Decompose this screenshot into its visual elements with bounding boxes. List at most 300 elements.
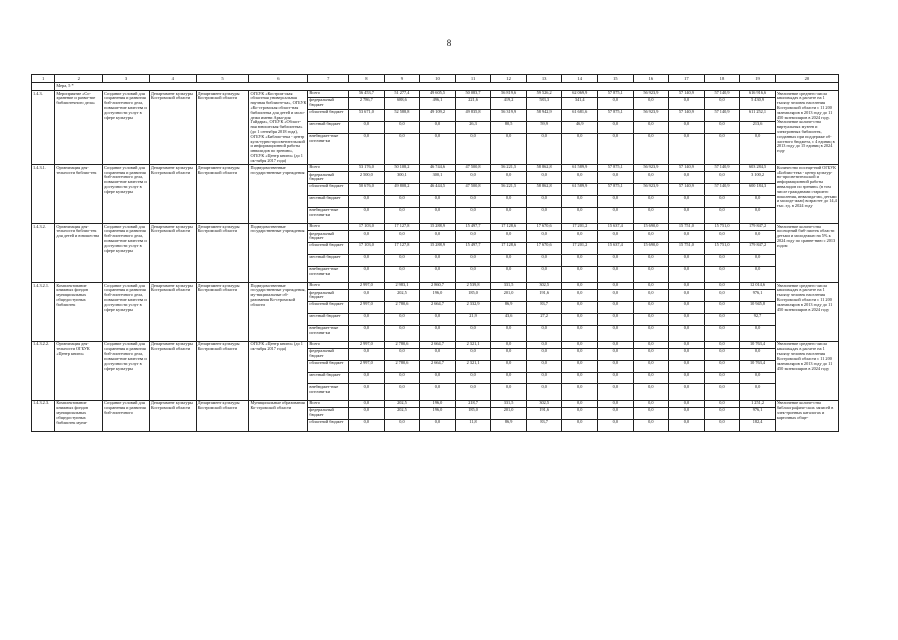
funding-value: 0,0	[527, 373, 562, 385]
funding-value-column	[349, 165, 385, 224]
funding-value: 300,1	[385, 172, 420, 184]
funding-value: 0,0	[634, 231, 669, 243]
funding-value-column	[420, 224, 456, 283]
funding-source-label: федеральный бюджет	[308, 231, 348, 243]
funding-value: 15 637,4	[598, 224, 633, 231]
funding-value: 2 321,1	[456, 342, 491, 349]
funding-value: 0,0	[669, 314, 704, 326]
funding-value: 185,0	[456, 408, 491, 420]
funding-value: 0,0	[634, 98, 669, 110]
funding-value: 46 444,5	[420, 184, 455, 196]
funding-value: 616 916,6	[740, 91, 775, 98]
funding-value: 0,0	[634, 172, 669, 184]
funding-value: 58 862,8	[527, 184, 562, 196]
funding-value: 0,0	[634, 373, 669, 385]
funding-value: 27,2	[527, 314, 562, 326]
funding-value: 0,0	[562, 342, 597, 349]
expected-result: Увеличение количе-ства посещений биб-лиотек области детьми и молодежью на 5% к 2024 году по сравне-нию с 2013 годом	[775, 224, 838, 283]
funding-value: 0,0	[705, 196, 740, 208]
funding-value: 0,0	[598, 172, 633, 184]
funding-value: 0,0	[562, 373, 597, 385]
row-code: 1.4.3.2.	[32, 224, 55, 283]
funding-value-column	[598, 341, 634, 400]
funding-value-column	[526, 91, 562, 165]
measure-executor: Департамент культуры Костромской области	[196, 400, 249, 431]
funding-value: 0,0	[399, 266, 405, 271]
funding-value: 0,0	[740, 255, 775, 267]
funding-value: 0,0	[562, 290, 597, 302]
funding-value: 0,0	[491, 373, 526, 385]
funding-value: 15 497,7	[456, 224, 491, 231]
funding-value-column	[491, 283, 527, 342]
funding-value-column	[598, 283, 634, 342]
funding-value: 83,7	[527, 302, 562, 314]
funding-value: 0,0	[349, 122, 384, 134]
funding-source-label: местный бюджет	[308, 373, 348, 385]
measure-name: Организация дея-тельности ОГБУК «Центр книги»	[55, 341, 103, 400]
funding-value: 0,0	[598, 122, 633, 134]
funding-value: 0,0	[527, 172, 562, 184]
funding-value: 0,0	[363, 207, 370, 213]
funding-value: 2 321,1	[456, 361, 491, 373]
funding-value: 0,0	[527, 231, 562, 243]
funding-source-cell	[308, 91, 349, 165]
funding-value: 2 860,7	[420, 283, 455, 290]
funding-value: 0,0	[491, 255, 526, 267]
continuation-row	[32, 83, 839, 91]
funding-value: 86,9	[504, 419, 513, 425]
funding-value: 57 875,1	[598, 110, 633, 122]
funding-value: 0,0	[598, 342, 633, 349]
funding-value-column	[455, 224, 491, 283]
funding-source-label: местный бюджет	[308, 255, 348, 267]
funding-value: 0,0	[577, 266, 583, 271]
funding-value-column	[526, 400, 562, 431]
funding-value: 0,0	[541, 325, 547, 330]
funding-value: 0,0	[648, 133, 654, 138]
funding-value: 0,0	[683, 325, 690, 330]
funding-value: 0,0	[669, 290, 704, 302]
funding-value: 0,0	[456, 255, 491, 267]
funding-value: 2 780,6	[385, 302, 420, 314]
funding-value: 56 923,9	[634, 184, 669, 196]
funding-value: 0,0	[349, 349, 384, 361]
table-body	[32, 75, 839, 432]
funding-value-column	[455, 165, 491, 224]
column-number-cell: 1	[32, 75, 55, 83]
funding-value: 15 751,0	[669, 224, 704, 231]
measure-goal: Создание условий для сохранения и развития биб-лиотечного дела, повыше-ние качества и доступности услуг в сфере культуры	[103, 283, 150, 342]
funding-value-column	[598, 400, 634, 431]
funding-value: 0,0	[740, 231, 775, 243]
funding-value: 0,0	[385, 349, 420, 361]
funding-value: 56 819,6	[491, 91, 526, 98]
expected-result: Увеличение количе-ства библиографиче-ских записей в элек-тронных каталогах и карточных обще-	[775, 400, 838, 431]
funding-value-column	[740, 224, 776, 283]
funding-value-column	[384, 91, 420, 165]
funding-value: 0,0	[562, 349, 597, 361]
funding-value: 0,0	[705, 172, 740, 184]
funding-value: 0,0	[527, 349, 562, 361]
funding-value: 2 664,7	[420, 361, 455, 373]
funding-value: 0,0	[349, 231, 384, 243]
funding-value: 0,0	[598, 373, 633, 385]
funding-value: 61 681,6	[562, 110, 597, 122]
funding-value: 47 500,8	[456, 184, 491, 196]
funding-value: 0,0	[705, 290, 740, 302]
funding-value-column	[669, 400, 705, 431]
funding-value-column	[420, 283, 456, 342]
funding-value: 2 997,0	[349, 342, 384, 349]
funding-value: 0,0	[577, 133, 583, 138]
funding-value: 0,0	[669, 255, 704, 267]
funding-value: 0,0	[349, 314, 384, 326]
funding-source-label: федеральный бюджет	[308, 172, 348, 184]
funding-value: 496,1	[420, 98, 455, 110]
funding-value: 688,6	[385, 98, 420, 110]
expected-result: Увеличение среднего числа книговыдач в расчете на 1 тысячу человек населения Костромской области с 11 200 экземпляров в 2013 году до 11 450 экземпляров в 2024 году	[775, 341, 838, 400]
funding-value: 17 201,2	[562, 243, 597, 255]
funding-value: 0,0	[719, 384, 725, 389]
funding-value-column	[704, 283, 740, 342]
measure-name: Комплектование книжных фондов муниципальных общедоступных библиотек	[55, 283, 103, 342]
column-number-cell: 14	[562, 75, 598, 83]
funding-value: 0,0	[349, 373, 384, 385]
funding-value: 57 140,9	[669, 110, 704, 122]
funding-value: 0,0	[598, 231, 633, 243]
funds-recipient: Подведомственные государственные учреждения	[249, 224, 308, 283]
funding-value: 0,0	[363, 384, 370, 389]
funding-value: 0,0	[648, 325, 654, 330]
funding-source-cell	[308, 283, 349, 342]
funding-value: 46 744,6	[420, 165, 455, 172]
funding-value: 201,0	[491, 408, 526, 420]
funding-value: 0,0	[577, 325, 583, 330]
funding-value: 3 100,2	[740, 172, 775, 184]
measure-goal: Создание условий для сохранения и развития биб-лиотечного	[103, 400, 150, 431]
funding-value: 47 500,8	[456, 165, 491, 172]
funding-value-column	[491, 165, 527, 224]
funding-value: 53 671,0	[349, 110, 384, 122]
funding-value: 57 875,1	[598, 91, 633, 98]
funding-source-cell	[308, 224, 349, 283]
funding-value: 0,0	[434, 133, 441, 138]
funding-value: 0,0	[612, 419, 618, 425]
funding-value: 0,0	[562, 401, 597, 408]
program-administrator: Департамент культуры Костромской области	[149, 91, 196, 165]
funding-value: 26,3	[456, 122, 491, 134]
funding-value-column	[633, 165, 669, 224]
funds-recipient: ОГБУК «Центр книги» (до 1 ок-тября 2017 года)	[249, 341, 308, 400]
funding-value-column	[669, 283, 705, 342]
funding-value: 0,0	[562, 408, 597, 420]
column-number-cell: 2	[55, 75, 103, 83]
funding-value-column	[704, 224, 740, 283]
funding-source-label: областной бюджет	[309, 419, 344, 425]
funding-value: 0,0	[683, 266, 690, 271]
funding-value: 0,0	[705, 283, 740, 290]
funding-value: 0,0	[385, 314, 420, 326]
funding-value: 61 589,9	[562, 184, 597, 196]
funding-value: 2 539,8	[456, 283, 491, 290]
funding-value-column	[526, 283, 562, 342]
funding-value: 49 835,8	[456, 110, 491, 122]
funding-value: 202,5	[385, 290, 420, 302]
column-number-header-row	[32, 75, 839, 83]
funding-value-column	[562, 91, 598, 165]
funding-value-column	[384, 165, 420, 224]
column-number-cell: 19	[740, 75, 776, 83]
funding-value: 0,0	[598, 401, 633, 408]
funding-value: 0,0	[420, 231, 455, 243]
funding-value-column	[420, 165, 456, 224]
measure-name: Организация дея-тельности библио-тек для детей и юношества	[55, 224, 103, 283]
table-row	[32, 91, 839, 165]
funding-value-column	[633, 400, 669, 431]
column-number-cell: 20	[775, 75, 838, 83]
funding-value: 0,0	[434, 419, 441, 425]
funding-source-label: Всего	[308, 91, 348, 98]
funding-value: 0,0	[669, 283, 704, 290]
funding-value: 61 589,9	[562, 165, 597, 172]
table-row	[32, 165, 839, 224]
funding-value: 0,0	[705, 349, 740, 361]
funding-source-label: федеральный бюджет	[308, 290, 348, 302]
funding-value: 0,0	[669, 172, 704, 184]
funding-value-column	[740, 283, 776, 342]
funding-value-column	[633, 341, 669, 400]
funding-value: 583,3	[527, 98, 562, 110]
funding-value: 0,0	[634, 361, 669, 373]
funding-value: 1 251,2	[740, 401, 775, 408]
funding-value: 15 288,9	[420, 224, 455, 231]
table-row	[32, 341, 839, 400]
funding-value: 0,0	[470, 384, 476, 389]
funding-value: 0,0	[527, 196, 562, 208]
funding-source-label: внебюджет-ные источни-ки	[309, 266, 339, 276]
funding-value: 0,0	[505, 325, 512, 330]
funding-value: 0,0	[562, 231, 597, 243]
funding-value: 0,0	[683, 419, 690, 425]
funding-value: 0,0	[648, 384, 654, 389]
funding-value: 0,0	[598, 314, 633, 326]
funds-recipient: Подведомственные государственные учреждения	[249, 165, 308, 224]
funding-value: 2 664,7	[420, 302, 455, 314]
funding-source-label: Всего	[308, 283, 348, 290]
funding-value: 0,0	[669, 408, 704, 420]
funding-source-label: местный бюджет	[308, 196, 348, 208]
funding-value: 2 983,1	[385, 283, 420, 290]
funding-value-column	[526, 341, 562, 400]
funding-value: 0,0	[598, 196, 633, 208]
funding-value: 0,0	[719, 266, 725, 271]
row-code: 1.4.3.1.	[32, 165, 55, 224]
column-number-cell: 17	[669, 75, 705, 83]
funding-value-column	[562, 341, 598, 400]
funding-value: 0,0	[669, 401, 704, 408]
funding-value: 2 500,0	[349, 172, 384, 184]
funding-value: 185,0	[456, 290, 491, 302]
funding-value: 11,8	[469, 419, 477, 425]
funding-value-column	[633, 91, 669, 165]
row-code: 1.4.3.2.1.	[32, 283, 55, 342]
funding-value: 59,9	[527, 122, 562, 134]
funding-value-column	[349, 400, 385, 431]
funding-source-label: Всего	[308, 342, 348, 349]
funding-value: 0,0	[683, 384, 690, 389]
funding-value: 83,7	[540, 419, 548, 425]
funding-value: 2 997,0	[349, 361, 384, 373]
funding-value: 300,1	[420, 172, 455, 184]
funding-source-label: внебюджет-ные источни-ки	[309, 133, 339, 143]
funding-value: 0,0	[562, 196, 597, 208]
funding-value: 0,0	[612, 133, 618, 138]
funding-value: 302,5	[527, 401, 562, 408]
funding-value-column	[349, 91, 385, 165]
funding-value: 0,0	[754, 266, 761, 271]
funding-value: 191,6	[527, 290, 562, 302]
funding-source-label: местный бюджет	[308, 314, 348, 326]
funding-value: 0,0	[754, 384, 761, 389]
funding-value: 0,0	[434, 384, 441, 389]
column-number-cell: 11	[455, 75, 491, 83]
page-number: 8	[446, 38, 452, 48]
funding-value-column	[526, 165, 562, 224]
funding-value: 57 140,9	[669, 184, 704, 196]
funding-value-column	[562, 283, 598, 342]
funding-value: 57 140,9	[705, 165, 740, 172]
funding-value-column	[526, 224, 562, 283]
funding-value: 0,0	[705, 122, 740, 134]
funding-value-column	[384, 400, 420, 431]
funding-source-label: областной бюджет	[308, 184, 348, 196]
funding-value: 341,4	[562, 98, 597, 110]
funding-value: 0,0	[541, 207, 547, 213]
funding-value: 0,0	[385, 373, 420, 385]
funding-value: 50 083,7	[456, 91, 491, 98]
measure-goal: Создание условий для сохранения и развития биб-лиотечного дела, повыше-ние качества и доступности услуг в сфере культуры	[103, 165, 150, 224]
funding-value: 15 497,7	[456, 243, 491, 255]
funding-value: 0,0	[363, 266, 370, 271]
funding-value: 0,0	[491, 361, 526, 373]
funding-value: 57 140,9	[705, 184, 740, 196]
funding-value: 0,0	[420, 349, 455, 361]
funding-value-column	[598, 91, 634, 165]
funding-value-column	[491, 91, 527, 165]
funding-value: 17 128,6	[491, 224, 526, 231]
measure-executor: Департамент культуры Костромской области	[196, 283, 249, 342]
funding-value: 0,0	[754, 133, 761, 138]
funding-value: 17 201,2	[562, 224, 597, 231]
funding-value: 10 763,4	[740, 361, 775, 373]
funding-value: 0,0	[669, 342, 704, 349]
funding-value-column	[384, 341, 420, 400]
column-number-cell: 4	[149, 75, 196, 83]
funding-value: 57 140,9	[669, 91, 704, 98]
funding-value: 0,0	[612, 384, 618, 389]
column-number-cell: 3	[103, 75, 150, 83]
funding-value: 0,0	[634, 342, 669, 349]
funding-value: 15 751,0	[705, 243, 740, 255]
funding-value: 0,0	[705, 408, 740, 420]
funding-value: 51 277,4	[385, 91, 420, 98]
funding-value: 0,0	[541, 266, 547, 271]
funding-value: 0,0	[598, 349, 633, 361]
funding-source-label: внебюджет-ные источни-ки	[309, 207, 339, 217]
program-administrator: Департамент культуры Костромской области	[149, 400, 196, 431]
funding-value: 0,0	[754, 207, 761, 213]
funding-source-label: областной бюджет	[308, 110, 348, 122]
funding-value: 56 453,7	[349, 91, 384, 98]
funding-value: 0,0	[541, 384, 547, 389]
funding-value: 50 676,0	[349, 184, 384, 196]
funding-value: 0,0	[577, 419, 583, 425]
funding-value: 0,0	[562, 172, 597, 184]
measure-executor: Департамент культуры Костромской области	[196, 91, 249, 165]
funding-value: 0,0	[505, 266, 512, 271]
column-number-cell: 5	[196, 75, 249, 83]
funding-value: 179 847,2	[740, 243, 775, 255]
measure-name: Комплектование книжных фондов муниципальных общедоступных библиотек муни-	[55, 400, 103, 431]
column-number-cell: 13	[526, 75, 562, 83]
funding-value: 0,0	[491, 342, 526, 349]
funding-value: 0,0	[612, 207, 618, 213]
funding-value-column	[491, 224, 527, 283]
funding-value: 0,0	[456, 196, 491, 208]
funding-value: 0,0	[705, 342, 740, 349]
funding-value: 0,0	[598, 361, 633, 373]
funding-value-column	[633, 283, 669, 342]
funding-value: 2 997,0	[349, 302, 384, 314]
funding-value: 182,4	[752, 419, 763, 425]
funding-value: 0,0	[577, 207, 583, 213]
funding-value: 57 875,1	[598, 165, 633, 172]
funding-value: 0,0	[399, 207, 405, 213]
funds-recipient: Подведомственные государственные учреждения, му-ниципальные об-разования Ко-стромской области	[249, 283, 308, 342]
funding-value-column	[740, 341, 776, 400]
funding-value: 56 923,9	[634, 110, 669, 122]
funding-value-column	[384, 283, 420, 342]
funding-value-column	[704, 91, 740, 165]
funding-value: 15 288,9	[420, 243, 455, 255]
funding-value: 0,0	[470, 325, 476, 330]
funding-value: 0,0	[527, 255, 562, 267]
funding-value: 0,0	[420, 255, 455, 267]
table-row	[32, 224, 839, 283]
funding-value: 0,0	[754, 325, 761, 330]
funding-value: 0,0	[399, 419, 405, 425]
funding-value: 0,0	[669, 98, 704, 110]
program-administrator: Департамент культуры Костромской области	[149, 224, 196, 283]
column-number-cell: 10	[420, 75, 456, 83]
funding-value: 56 319,9	[491, 110, 526, 122]
funding-value: 0,0	[456, 349, 491, 361]
funding-value: 17 103,0	[349, 224, 384, 231]
funding-value: 976,1	[740, 408, 775, 420]
funding-value: 2 332,9	[456, 302, 491, 314]
funding-value: 2 780,6	[385, 361, 420, 373]
funding-value: 0,0	[491, 349, 526, 361]
funding-value: 0,0	[740, 373, 775, 385]
funding-source-label: областной бюджет	[308, 302, 348, 314]
funding-value: 0,0	[420, 122, 455, 134]
funding-value: 0,0	[470, 133, 476, 138]
funding-source-label: внебюджет-ные источни-ки	[309, 325, 339, 335]
funding-value-column	[562, 224, 598, 283]
funding-value: 0,0	[634, 290, 669, 302]
funding-value: 0,0	[598, 408, 633, 420]
funding-value: 17 103,0	[349, 243, 384, 255]
